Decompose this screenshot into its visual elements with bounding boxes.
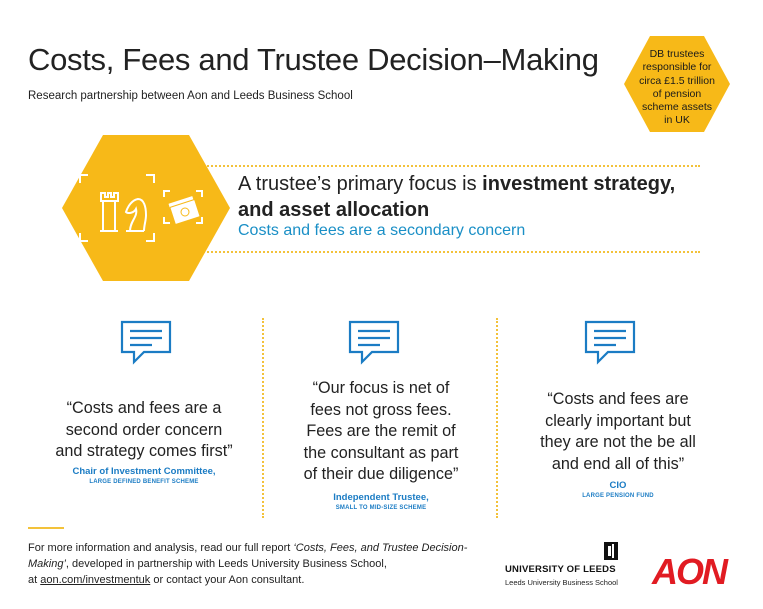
page-subtitle: Research partnership between Aon and Leeds Business School [28, 90, 353, 102]
quote-attribution: CIO [609, 480, 627, 491]
quote-attribution: Independent Trustee, [333, 492, 429, 503]
footer-accent-bar [28, 527, 64, 529]
column-divider [496, 318, 498, 518]
focus-heading: A trustee’s primary focus is investment strategy, [238, 173, 676, 195]
quote-text: “Our focus is net of fees not gross fees. Fees are the remit of the consultant as part of their due diligence” [303, 379, 459, 483]
quote-text: “Costs and fees are clearly important but they are not the be all and end all of this” [540, 390, 696, 473]
speech-bubble-icon [118, 318, 174, 370]
aon-logo: AON [652, 551, 726, 592]
quote-attribution-role: LARGE PENSION FUND [582, 493, 654, 499]
quote-attribution: Chair of Investment Committee, [72, 466, 216, 477]
footer-text: For more information and analysis, read our full report ‘Costs, Fees, and Trustee Decision-Making’, developed in partnership with Leeds University Business School, at aon.com/investmentuk or contact your Aon consultant. [28, 542, 468, 586]
quote-text: “Costs and fees are a second order concern and strategy comes first” [55, 399, 233, 460]
column-divider [262, 318, 264, 518]
speech-bubble-icon [346, 318, 402, 370]
leeds-logo-text: UNIVERSITY OF LEEDS [505, 564, 616, 575]
divider-dotted [200, 165, 700, 167]
page-title: Costs, Fees and Trustee Decision–Making [28, 42, 599, 77]
report-link[interactable]: aon.com/investmentuk [40, 574, 151, 586]
focus-subheading: Costs and fees are a secondary concern [238, 222, 526, 239]
quote-attribution-role: SMALL TO MID-SIZE SCHEME [335, 505, 427, 511]
quote-attribution-role: LARGE DEFINED BENEFIT SCHEME [89, 479, 199, 485]
focus-hexagon [60, 133, 232, 283]
focus-heading-line2: and asset allocation [238, 199, 430, 221]
divider-dotted [200, 251, 700, 253]
leeds-logo-subtext: Leeds University Business School [505, 578, 618, 587]
leeds-crest-icon [602, 540, 620, 562]
badge-text: DB trustees responsible for circa £1.5 trillion of pension scheme assets in UK [639, 48, 715, 127]
speech-bubble-icon [582, 318, 638, 370]
